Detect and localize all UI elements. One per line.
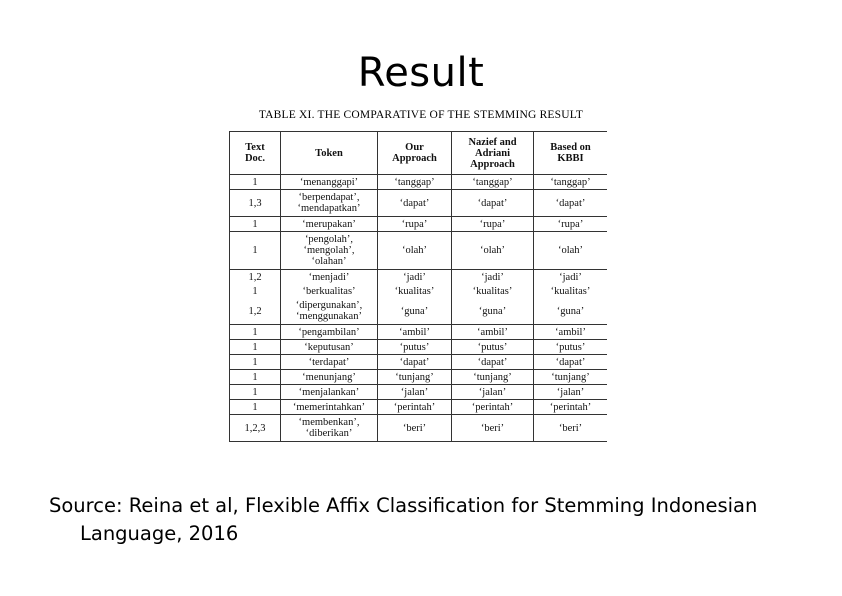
table-row (230, 190, 608, 217)
cell-kbbi: ‘beri’ (534, 415, 608, 442)
cell-doc: 1 (230, 232, 281, 270)
cell-nazief: ‘olah’ (452, 232, 534, 270)
cell-ours: ‘ambil’ (378, 325, 452, 340)
cell-kbbi: ‘rupa’ (534, 217, 608, 232)
table-row (230, 325, 608, 340)
cell-doc: 1 (230, 370, 281, 385)
cell-ours: ‘tunjang’ (378, 370, 452, 385)
cell-doc: 1,3 (230, 190, 281, 217)
source-citation (49, 492, 809, 548)
cell-doc: 1,2 (230, 298, 281, 325)
cell-token: ‘terdapat’ (281, 355, 378, 370)
cell-kbbi: ‘guna’ (534, 298, 608, 325)
cell-ours: ‘kualitas’ (378, 284, 452, 298)
cell-ours: ‘olah’ (378, 232, 452, 270)
table-image (229, 131, 607, 486)
table-row (230, 340, 608, 355)
cell-ours: ‘dapat’ (378, 190, 452, 217)
column-header-text-doc: Text Doc. (230, 132, 281, 175)
cell-doc: 1,2 (230, 270, 281, 285)
column-header-kbbi: Based on KBBI (534, 132, 608, 175)
cell-nazief: ‘beri’ (452, 415, 534, 442)
cell-token: ‘membenkan’, ‘diberikan’ (281, 415, 378, 442)
cell-ours: ‘perintah’ (378, 400, 452, 415)
cell-nazief: ‘guna’ (452, 298, 534, 325)
cell-nazief: ‘jadi’ (452, 270, 534, 285)
stemming-result-table (229, 131, 607, 442)
cell-doc: 1 (230, 400, 281, 415)
cell-nazief: ‘jalan’ (452, 385, 534, 400)
cell-ours: ‘rupa’ (378, 217, 452, 232)
cell-doc: 1 (230, 340, 281, 355)
cell-kbbi: ‘putus’ (534, 340, 608, 355)
table-caption: TABLE XI. THE COMPARATIVE OF THE STEMMING RESULT (258, 109, 584, 121)
cell-nazief: ‘dapat’ (452, 355, 534, 370)
cell-token: ‘berpendapat’, ‘mendapatkan’ (281, 190, 378, 217)
cell-token: ‘pengolah’, ‘mengolah’, ‘olahan’ (281, 232, 378, 270)
cell-doc: 1 (230, 175, 281, 190)
source-line-1: Source: Reina et al, Flexible Affix Classification for Stemming Indonesian (49, 494, 758, 517)
cell-nazief: ‘putus’ (452, 340, 534, 355)
cell-kbbi: ‘dapat’ (534, 190, 608, 217)
cell-ours: ‘jalan’ (378, 385, 452, 400)
table-row (230, 298, 608, 325)
cell-token: ‘menunjang’ (281, 370, 378, 385)
cell-ours: ‘putus’ (378, 340, 452, 355)
cell-kbbi: ‘ambil’ (534, 325, 608, 340)
cell-nazief: ‘tanggap’ (452, 175, 534, 190)
cell-ours: ‘dapat’ (378, 355, 452, 370)
cell-token: ‘pengambilan’ (281, 325, 378, 340)
slide-title: Result (357, 50, 485, 96)
cell-token: ‘menjadi’ (281, 270, 378, 285)
cell-doc: 1 (230, 217, 281, 232)
cell-doc: 1 (230, 284, 281, 298)
column-header-our-approach: Our Approach (378, 132, 452, 175)
cell-kbbi: ‘tunjang’ (534, 370, 608, 385)
cell-ours: ‘jadi’ (378, 270, 452, 285)
cell-kbbi: ‘kualitas’ (534, 284, 608, 298)
cell-token: ‘menjalankan’ (281, 385, 378, 400)
cell-kbbi: ‘dapat’ (534, 355, 608, 370)
table-row (230, 385, 608, 400)
cell-ours: ‘beri’ (378, 415, 452, 442)
cell-kbbi: ‘perintah’ (534, 400, 608, 415)
table-row (230, 270, 608, 285)
cell-kbbi: ‘tanggap’ (534, 175, 608, 190)
cell-doc: 1 (230, 385, 281, 400)
cell-ours: ‘guna’ (378, 298, 452, 325)
table-header-row (230, 132, 608, 175)
column-header-token: Token (281, 132, 378, 175)
table-row (230, 355, 608, 370)
cell-doc: 1 (230, 325, 281, 340)
table-row (230, 415, 608, 442)
cell-doc: 1,2,3 (230, 415, 281, 442)
cell-nazief: ‘kualitas’ (452, 284, 534, 298)
cell-nazief: ‘dapat’ (452, 190, 534, 217)
cell-ours: ‘tanggap’ (378, 175, 452, 190)
table-row (230, 370, 608, 385)
cell-token: ‘keputusan’ (281, 340, 378, 355)
cell-token: ‘dipergunakan’, ‘menggunakan’ (281, 298, 378, 325)
table-row (230, 175, 608, 190)
source-line-2: Language, 2016 (80, 522, 239, 545)
table-row (230, 284, 608, 298)
cell-token: ‘menanggapi’ (281, 175, 378, 190)
table-row (230, 217, 608, 232)
column-header-nazief-adriani: Nazief and Adriani Approach (452, 132, 534, 175)
cell-kbbi: ‘jalan’ (534, 385, 608, 400)
cell-token: ‘berkualitas’ (281, 284, 378, 298)
cell-nazief: ‘ambil’ (452, 325, 534, 340)
cell-kbbi: ‘olah’ (534, 232, 608, 270)
table-row (230, 232, 608, 270)
cell-nazief: ‘perintah’ (452, 400, 534, 415)
cell-token: ‘memerintahkan’ (281, 400, 378, 415)
table-row (230, 400, 608, 415)
cell-nazief: ‘tunjang’ (452, 370, 534, 385)
cell-nazief: ‘rupa’ (452, 217, 534, 232)
cell-token: ‘merupakan’ (281, 217, 378, 232)
cell-doc: 1 (230, 355, 281, 370)
cell-kbbi: ‘jadi’ (534, 270, 608, 285)
